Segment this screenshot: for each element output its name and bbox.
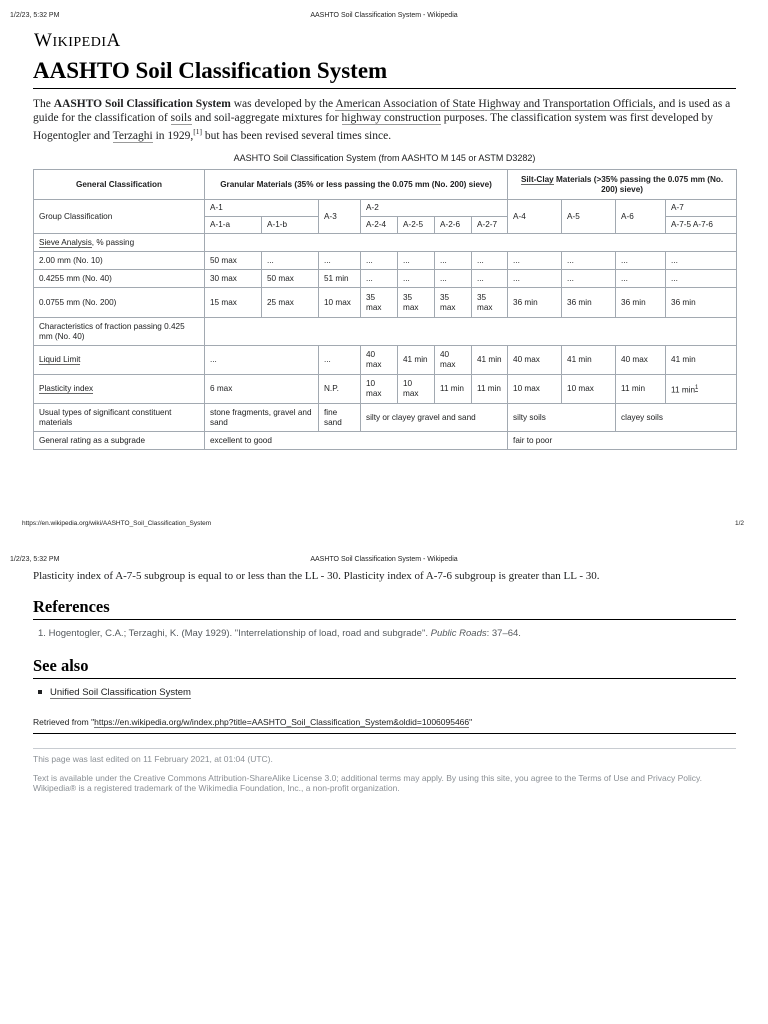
plasticity-index-label: [34, 375, 205, 404]
table-row: [34, 318, 737, 346]
row-label: 0.4255 mm (No. 40): [34, 270, 205, 288]
silt-clay-materials-header: Silt-Clay Materials (>35% passing the 0.075 mm (No. 200) sieve): [508, 170, 737, 200]
link-unified-soil-classification[interactable]: Unified Soil Classification System: [50, 687, 191, 698]
group-a26: A-2-6: [435, 217, 472, 234]
classification-table: [33, 169, 737, 450]
link-highway-construction[interactable]: highway construction: [341, 112, 441, 124]
subgrade-label: General rating as a subgrade: [34, 432, 205, 450]
table-row: Plasticity index 6 max N.P. 10 max 10 max 11 min 11 min 10 max 10 max 11 min 11 $\min^1$: [34, 375, 737, 404]
characteristics-label: Characteristics of fraction passing 0.425 mm (No. 40): [34, 318, 205, 346]
retrieved-link[interactable]: https://en.wikipedia.org/w/index.php?title=AASHTO_Soil_Classification_System&oldid=1006095466: [94, 717, 470, 727]
link-silt-clay[interactable]: Silt-Clay: [520, 174, 554, 184]
print-datetime: 1/2/23, 5:32 PM: [10, 12, 60, 19]
wikipedia-wordmark[interactable]: WIKIPEDIA: [34, 30, 121, 51]
plasticity-note: Plasticity index of A-7-5 subgroup is equal to or less than the LL - 30. Plasticity index of A-7-6 subgroup is greater than LL - 30.: [33, 570, 600, 582]
group-a24: A-2-4: [361, 217, 398, 234]
liquid-limit-label: [34, 346, 205, 375]
citation-1[interactable]: [1]: [193, 127, 203, 136]
see-also-heading: See also: [33, 656, 736, 679]
bullet-icon: [38, 690, 42, 694]
group-a7: A-7: [666, 200, 737, 217]
row-label: 0.0755 mm (No. 200): [34, 288, 205, 318]
general-classification-header: General Classification: [34, 170, 205, 200]
print-datetime: 1/2/23, 5:32 PM: [10, 556, 60, 563]
see-also-item: [38, 687, 191, 698]
footer-divider: [33, 748, 736, 749]
group-a6: A-6: [616, 200, 666, 234]
table-row: General rating as a subgrade excellent to good fair to poor: [34, 432, 737, 450]
link-aashto[interactable]: American Association of State Highway and Transportation Officials: [335, 98, 653, 110]
group-a7-sub: A-7-5 A-7-6: [666, 217, 737, 234]
group-a1b: A-1-b: [262, 217, 319, 234]
link-sieve-analysis[interactable]: Sieve Analysis: [39, 237, 92, 247]
group-a5: A-5: [562, 200, 616, 234]
license-text: Text is available under the Creative Commons Attribution-ShareAlike License 3.0; additional terms may apply. By using this site, you agree to the Terms of Use and Privacy Policy. Wikipedia® is a registered trademark of the Wikimedia Foundation, Inc., a non-profit organization.: [33, 773, 702, 793]
table-row: Liquid Limit ... ... 40 max 41 min 40 max 41 min 40 max 41 min 40 max 41 min: [34, 346, 737, 375]
group-a1a: A-1-a: [205, 217, 262, 234]
group-a25: A-2-5: [398, 217, 435, 234]
print-url: https://en.wikipedia.org/wiki/AASHTO_Soil_Classification_System: [22, 520, 212, 527]
link-terzaghi[interactable]: Terzaghi: [112, 129, 153, 142]
table-row: 0.4255 mm (No. 40) 30 max 50 max 51 min ... ... ... ... ... ... ... ...: [34, 270, 737, 288]
group-a1: A-1: [205, 200, 319, 217]
table-row: [34, 170, 737, 200]
intro-bold-name: AASHTO Soil Classification System: [53, 98, 231, 110]
table-row: [34, 234, 737, 252]
group-classification-label: Group Classification: [34, 200, 205, 234]
retrieved-from: Retrieved from "https://en.wikipedia.org/w/index.php?title=AASHTO_Soil_Classification_System&oldid=1006095466": [33, 717, 736, 734]
last-edited: This page was last edited on 11 February 2021, at 01:04 (UTC).: [33, 754, 273, 764]
usual-types-label: Usual types of significant constituent materials: [34, 404, 205, 432]
footnote-1[interactable]: 1: [695, 384, 699, 391]
group-a3: A-3: [319, 200, 361, 234]
table-row: Usual types of significant constituent materials stone fragments, gravel and sand fine sand silty or clayey gravel and sand silty soils clayey soils: [34, 404, 737, 432]
print-page-number: 1/2: [734, 520, 744, 527]
print-tab-title: AASHTO Soil Classification System - Wikipedia: [310, 12, 458, 19]
group-a2: A-2: [361, 200, 508, 217]
group-a27: A-2-7: [472, 217, 508, 234]
link-soils[interactable]: soils: [170, 112, 192, 124]
reference-item: 1. Hogentogler, C.A.; Terzaghi, K. (May 1929). "Interrelationship of load, road and subgrade". Public Roads: 37–64.: [38, 628, 521, 639]
table-row: [34, 200, 737, 217]
table-caption: AASHTO Soil Classification System (from AASHTO M 145 or ASTM D3282): [233, 153, 536, 163]
granular-materials-header: Granular Materials (35% or less passing the 0.075 mm (No. 200) sieve): [205, 170, 508, 200]
link-liquid-limit[interactable]: Liquid Limit: [39, 355, 81, 364]
table-row: 2.00 mm (No. 10) 50 max ... ... ... ... ... ... ... ... ... ...: [34, 252, 737, 270]
page-title: AASHTO Soil Classification System: [33, 58, 736, 89]
link-plasticity-index[interactable]: Plasticity index: [39, 384, 94, 393]
references-heading: References: [33, 597, 736, 620]
row-label: 2.00 mm (No. 10): [34, 252, 205, 270]
print-header-2: [0, 556, 768, 568]
table-row: 0.0755 mm (No. 200) 15 max 25 max 10 max 35 max 35 max 35 max 35 max 36 min 36 min 36 min 36 min: [34, 288, 737, 318]
print-footer: [0, 520, 768, 532]
print-header: [0, 12, 768, 24]
sieve-analysis-label: Sieve Analysis, % passing: [34, 234, 205, 252]
print-tab-title: AASHTO Soil Classification System - Wikipedia: [310, 556, 458, 563]
intro-paragraph: The AASHTO Soil Classification System was developed by the American Association of State Highway and Transportation Officials, and is used as a guide for the classification of soils and soil-aggregate mixtures for highway construction purposes. The classification system was first developed by Hogentogler and Terzaghi in 1929,[1] but has been revised several times since.: [33, 98, 731, 142]
group-a4: A-4: [508, 200, 562, 234]
